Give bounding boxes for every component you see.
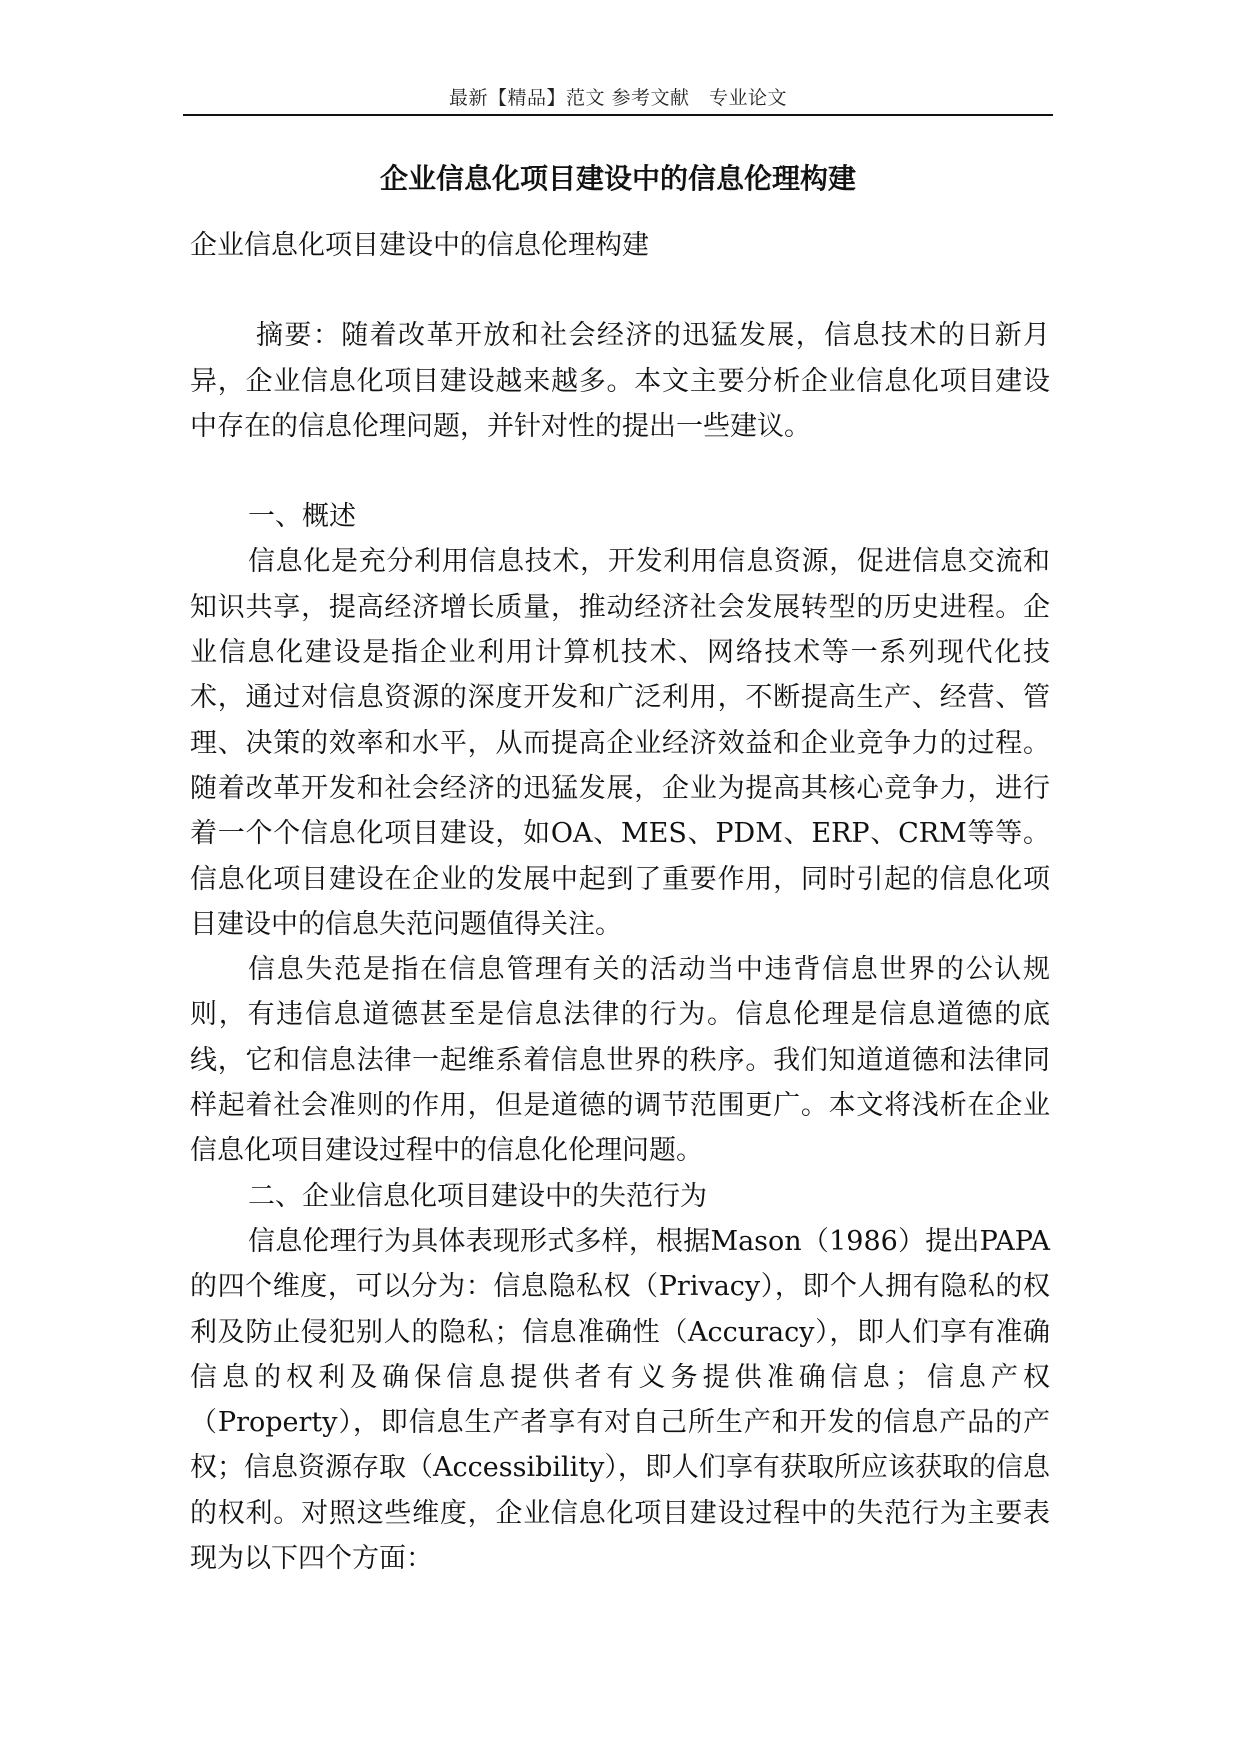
page-header: 最新【精品】范文 参考文献 专业论文	[448, 87, 788, 109]
section-1-paragraph-2: 信息失范是指在信息管理有关的活动当中违背信息世界的公认规则，有违信息道德甚至是信息法律的行为。信息伦理是信息道德的底线，它和信息法律一起维系着信息世界的秩序。我们知道道德和法律同样起着社会准则的作用，但是道德的调节范围更广。本文将浅析在企业信息化项目建设过程中的信息化伦理问题。	[190, 954, 1050, 1167]
abstract-paragraph: 摘要：随着改革开放和社会经济的迅猛发展，信息技术的日新月异，企业信息化项目建设越来越多。本文主要分析企业信息化项目建设中存在的信息伦理问题，并针对性的提出一些建议。	[190, 320, 1050, 442]
document-body	[190, 223, 1050, 1581]
document-subtitle: 企业信息化项目建设中的信息伦理构建	[190, 230, 649, 261]
header-rule	[183, 114, 1053, 116]
section-2-heading: 二、企业信息化项目建设中的失范行为	[248, 1180, 707, 1212]
section-1-paragraph-1: 信息化是充分利用信息技术，开发利用信息资源，促进信息交流和知识共享，提高经济增长质量，推动经济社会发展转型的历史进程。企业信息化建设是指企业利用计算机技术、网络技术等一系列现代化技术，通过对信息资源的深度开发和广泛利用，不断提高生产、经营、管理、决策的效率和水平，从而提高企业经济效益和企业竞争力的过程。随着改革开发和社会经济的迅猛发展，企业为提高其核心竞争力，进行着一个个信息化项目建设，如OA、MES、PDM、ERP、CRM等等。信息化项目建设在企业的发展中起到了重要作用，同时引起的信息化项目建设中的信息失范问题值得关注。	[190, 546, 1050, 940]
section-2-paragraph-1: 信息伦理行为具体表现形式多样，根据Mason（1986）提出PAPA的四个维度，可以分为：信息隐私权（Privacy），即个人拥有隐私的权利及防止侵犯别人的隐私；信息准确性（Accuracy），即人们享有准确信息的权利及确保信息提供者有义务提供准确信息；信息产权（Property），即信息生产者享有对自己所生产和开发的信息产品的产权；信息资源存取（Accessibility），即人们享有获取所应该获取的信息的权利。对照这些维度，企业信息化项目建设过程中的失范行为主要表现为以下四个方面：	[190, 1225, 1050, 1575]
section-1-heading: 一、概述	[248, 501, 356, 533]
document-title: 企业信息化项目建设中的信息伦理构建	[379, 162, 856, 195]
